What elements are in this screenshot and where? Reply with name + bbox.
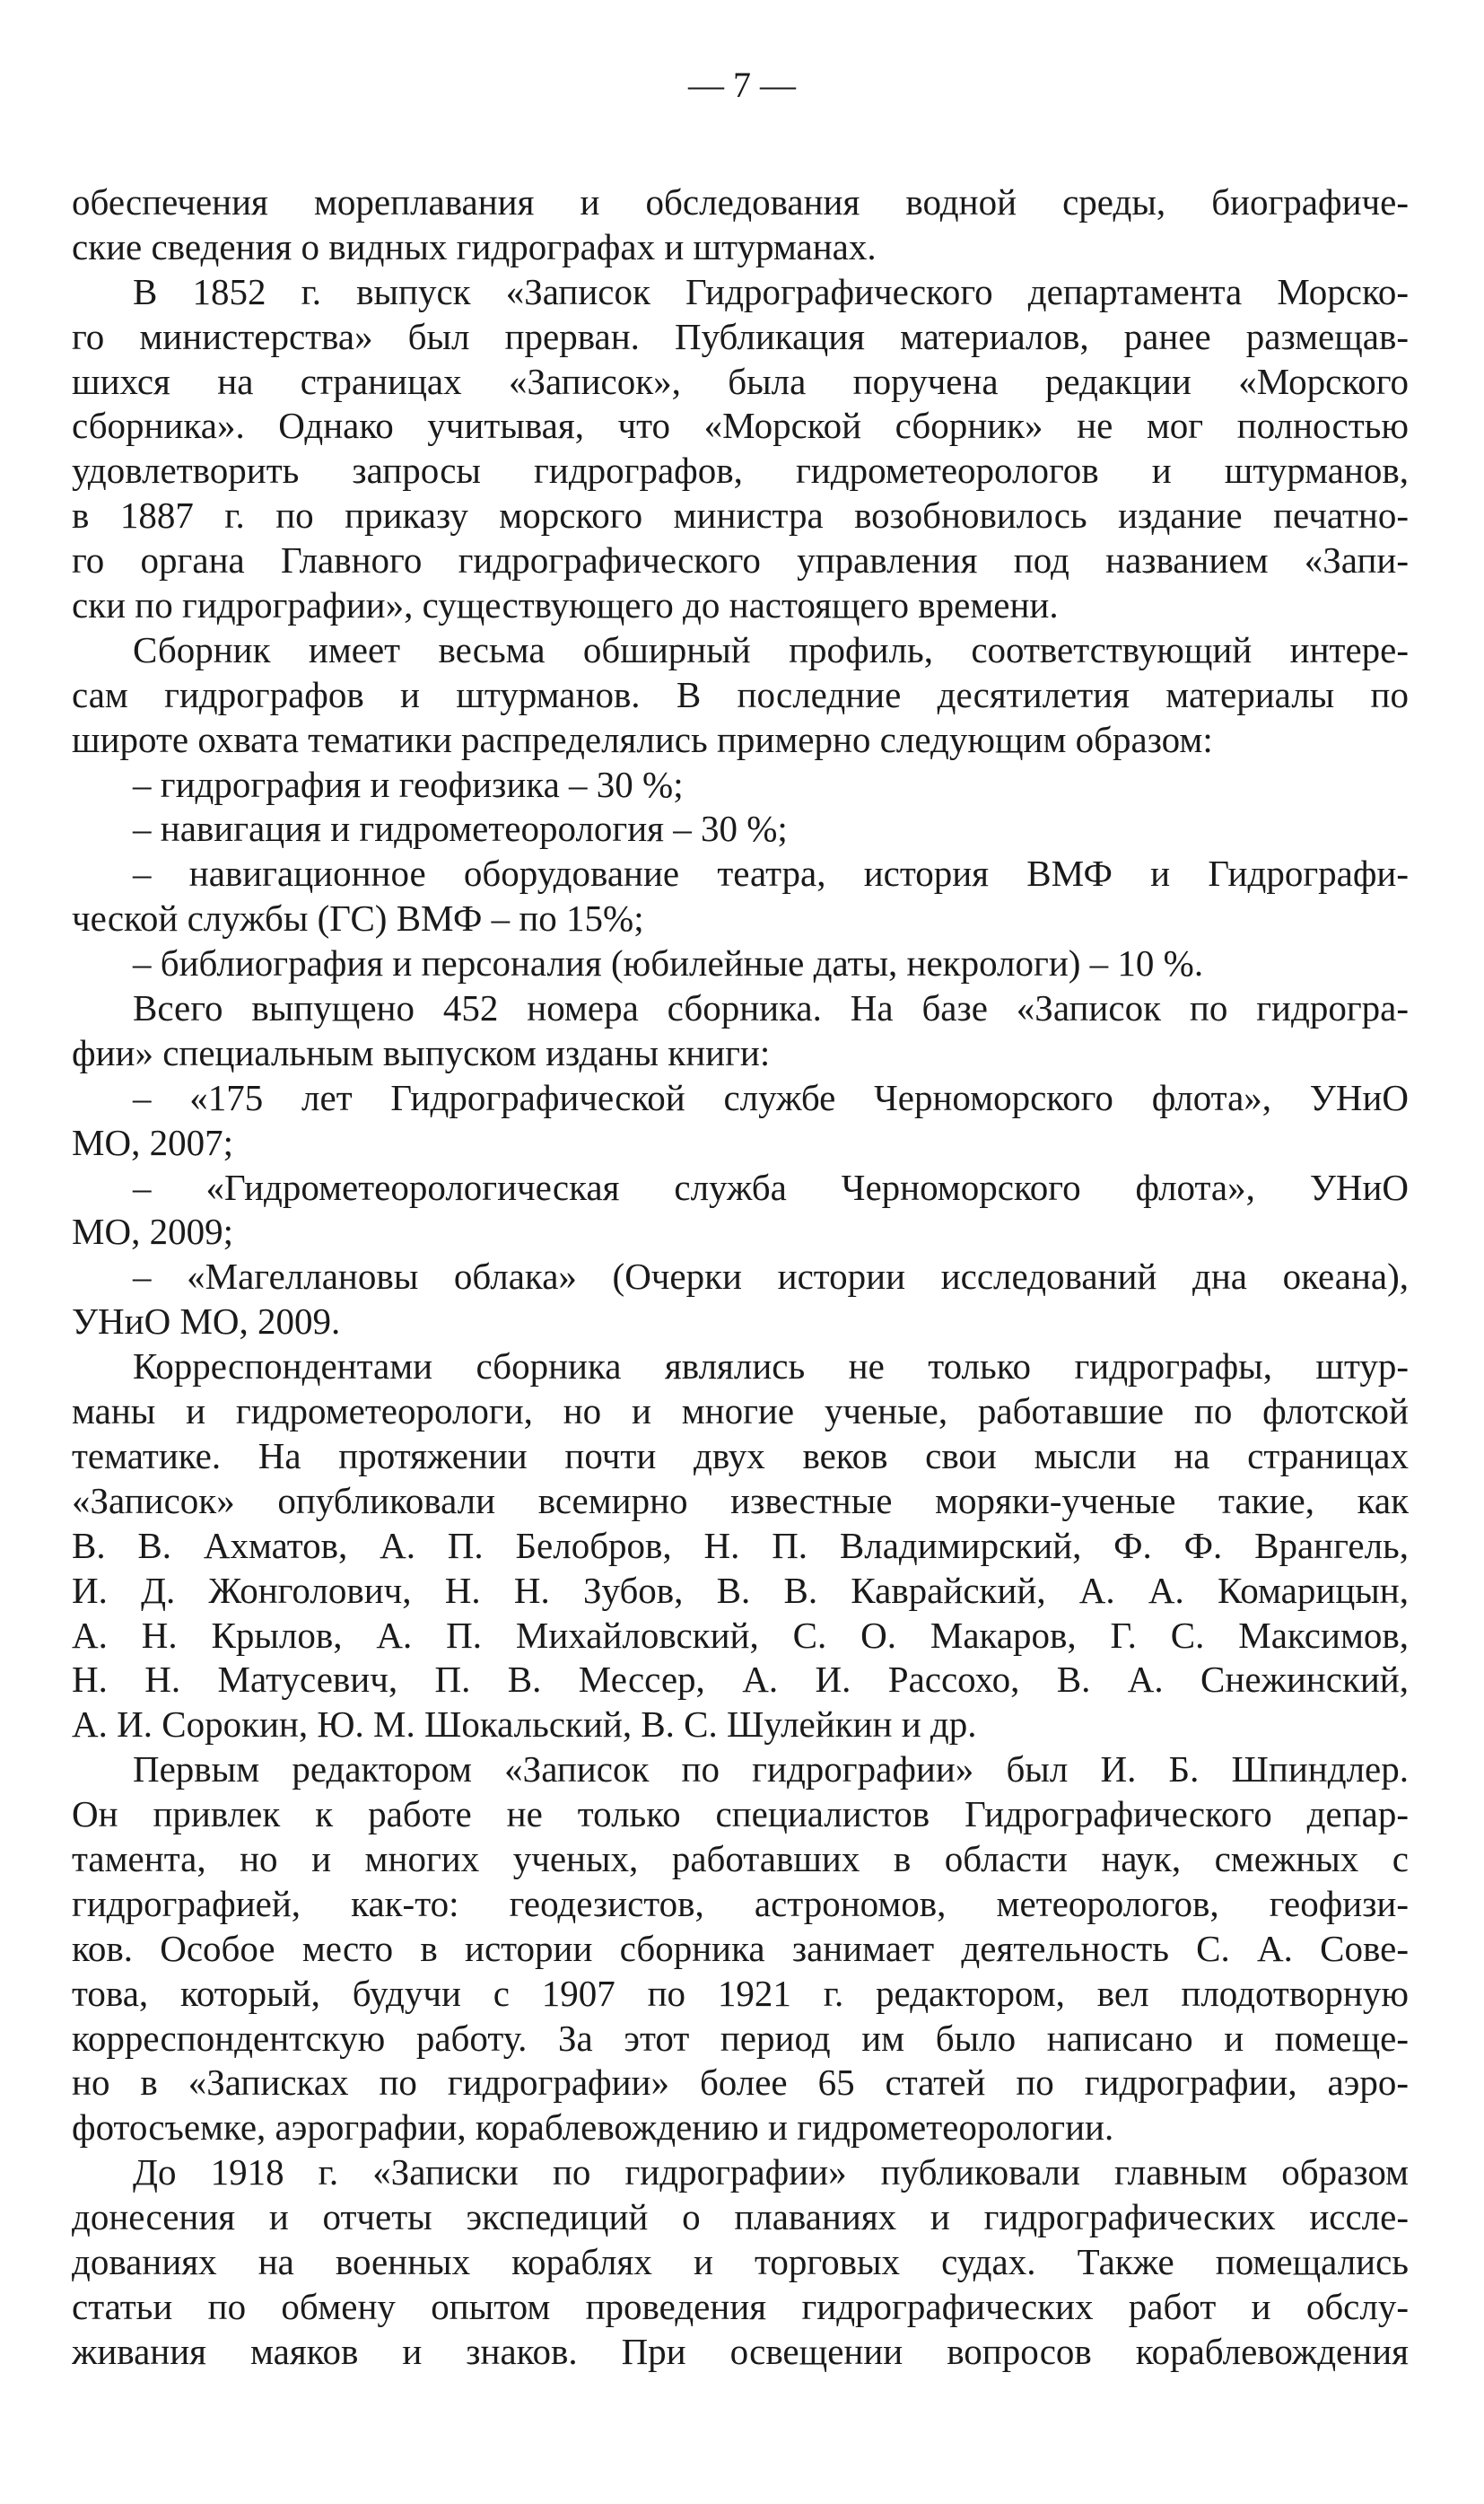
text-line: обеспечения мореплавания и обследования водной среды, биографиче- <box>72 181 1409 223</box>
paragraph <box>72 270 1409 628</box>
text-line: В 1852 г. выпуск «Записок Гидрографического департамента Морско- <box>133 270 1409 312</box>
paragraph <box>72 807 1409 852</box>
paragraph <box>72 941 1409 986</box>
text-line: широте охвата тематики распределялись примерно следующим образом: <box>72 718 1213 760</box>
text-line: дованиях на военных кораблях и торговых судах. Также помещались <box>72 2240 1409 2282</box>
text-line: Всего выпущено 452 номера сборника. На базе «Записок по гидрогра- <box>133 987 1409 1029</box>
text-line: това, который, будучи с 1907 по 1921 г. редактором, вел плодотворную <box>72 1972 1409 2014</box>
text-line: – «175 лет Гидрографической службе Черноморского флота», УНиО <box>133 1076 1409 1118</box>
text-line: ков. Особое место в истории сборника занимает деятельность С. А. Сове- <box>72 1927 1409 1969</box>
text-line: донесения и отчеты экспедиций о плаваниях и гидрографических иссле- <box>72 2196 1409 2238</box>
text-line: В. В. Ахматов, А. П. Белобров, Н. П. Владимирский, Ф. Ф. Врангель, <box>72 1524 1409 1566</box>
text-line: И. Д. Жонголович, Н. Н. Зубов, В. В. Каврайский, А. А. Комарицын, <box>72 1569 1409 1611</box>
text-line: Корреспондентами сборника являлись не только гидрографы, штур- <box>133 1345 1409 1388</box>
text-line: А. Н. Крылов, А. П. Михайловский, С. О. Макаров, Г. С. Максимов, <box>72 1614 1409 1656</box>
text-line: фотосъемке, аэрографии, кораблевождению и гидрометеорологии. <box>72 2106 1114 2149</box>
text-line: «Записок» опубликовали всемирно известные моряки-ученые такие, как <box>72 1479 1409 1521</box>
text-line: ски по гидрографии», существующего до настоящего времени. <box>72 584 1059 626</box>
text-line: шихся на страницах «Записок», была поручена редакции «Морского <box>72 360 1409 402</box>
paragraph <box>72 1076 1409 1166</box>
text-line: го органа Главного гидрографического управления под названием «Запи- <box>72 539 1409 582</box>
text-line: тамента, но и многих ученых, работавших в области наук, смежных с <box>72 1837 1409 1879</box>
text-line: Н. Н. Матусевич, П. В. Мессер, А. И. Рассохо, В. А. Снежинский, <box>72 1659 1409 1701</box>
text-line: ские сведения о видных гидрографах и штурманах. <box>72 225 877 267</box>
text-line: сам гидрографов и штурманов. В последние десятилетия материалы по <box>72 673 1409 715</box>
text-line: гидрографией, как-то: геодезистов, астрономов, метеорологов, геофизи- <box>72 1882 1409 1924</box>
page-number: — 7 — <box>688 65 796 105</box>
text-line: Он привлек к работе не только специалистов Гидрографического депар- <box>72 1793 1409 1835</box>
text-line: живания маяков и знаков. При освещении вопросов кораблевождения <box>72 2330 1409 2372</box>
text-line: – «Гидрометеорологическая служба Черноморского флота», УНиО <box>133 1166 1409 1208</box>
text-line: тематике. На протяжении почти двух веков свои мысли на страницах <box>72 1434 1409 1476</box>
text-line: Сборник имеет весьма обширный профиль, соответствующий интере- <box>133 628 1409 670</box>
text-line: МО, 2009; <box>72 1211 233 1253</box>
text-line: МО, 2007; <box>72 1121 233 1163</box>
text-line: Первым редактором «Записок по гидрографии» был И. Б. Шпиндлер. <box>133 1748 1409 1790</box>
text-line: сборника». Однако учитывая, что «Морской сборник» не мог полностью <box>72 405 1409 447</box>
paragraph <box>72 628 1409 763</box>
paragraph <box>72 852 1409 941</box>
text-line: ческой службы (ГС) ВМФ – по 15%; <box>72 897 644 940</box>
text-line: удовлетворить запросы гидрографов, гидрометеорологов и штурманов, <box>72 450 1409 492</box>
paragraph <box>72 1747 1409 2150</box>
paragraph <box>72 1166 1409 1256</box>
paragraph <box>72 180 1409 270</box>
paragraph <box>72 763 1409 808</box>
text-line: маны и гидрометеорологи, но и многие ученые, работавшие по флотской <box>72 1390 1409 1432</box>
text-line: – навигация и гидрометеорология – 30 %; <box>133 808 788 850</box>
text-line: – библиография и персоналия (юбилейные даты, некрологи) – 10 %. <box>133 942 1204 985</box>
text-line: статьи по обмену опытом проведения гидрографических работ и обслу- <box>72 2285 1409 2327</box>
text-line: УНиО МО, 2009. <box>72 1300 341 1343</box>
text-line: – «Магеллановы облака» (Очерки истории исследований дна океана), <box>133 1256 1409 1298</box>
text-line: фии» специальным выпуском изданы книги: <box>72 1031 771 1073</box>
text-line: го министерства» был прерван. Публикация материалов, ранее размещав- <box>72 315 1409 357</box>
paragraph <box>72 1344 1409 1747</box>
text-line: А. И. Сорокин, Ю. М. Шокальский, В. С. Шулейкин и др. <box>72 1703 977 1746</box>
paragraph <box>72 986 1409 1076</box>
text-line: корреспондентскую работу. За этот период им было написано и помеще- <box>72 2017 1409 2059</box>
paragraph <box>72 1255 1409 1344</box>
text-line: – навигационное оборудование театра, история ВМФ и Гидрографи- <box>133 853 1409 895</box>
text-line: но в «Записках по гидрографии» более 65 статей по гидрографии, аэро- <box>72 2062 1409 2104</box>
text-line: – гидрография и геофизика – 30 %; <box>133 763 684 805</box>
text-line: в 1887 г. по приказу морского министра возобновилось издание печатно- <box>72 495 1409 537</box>
text-line: До 1918 г. «Записки по гидрографии» публиковали главным образом <box>133 2151 1409 2193</box>
paragraph <box>72 2150 1409 2374</box>
body-text <box>72 180 1409 2375</box>
